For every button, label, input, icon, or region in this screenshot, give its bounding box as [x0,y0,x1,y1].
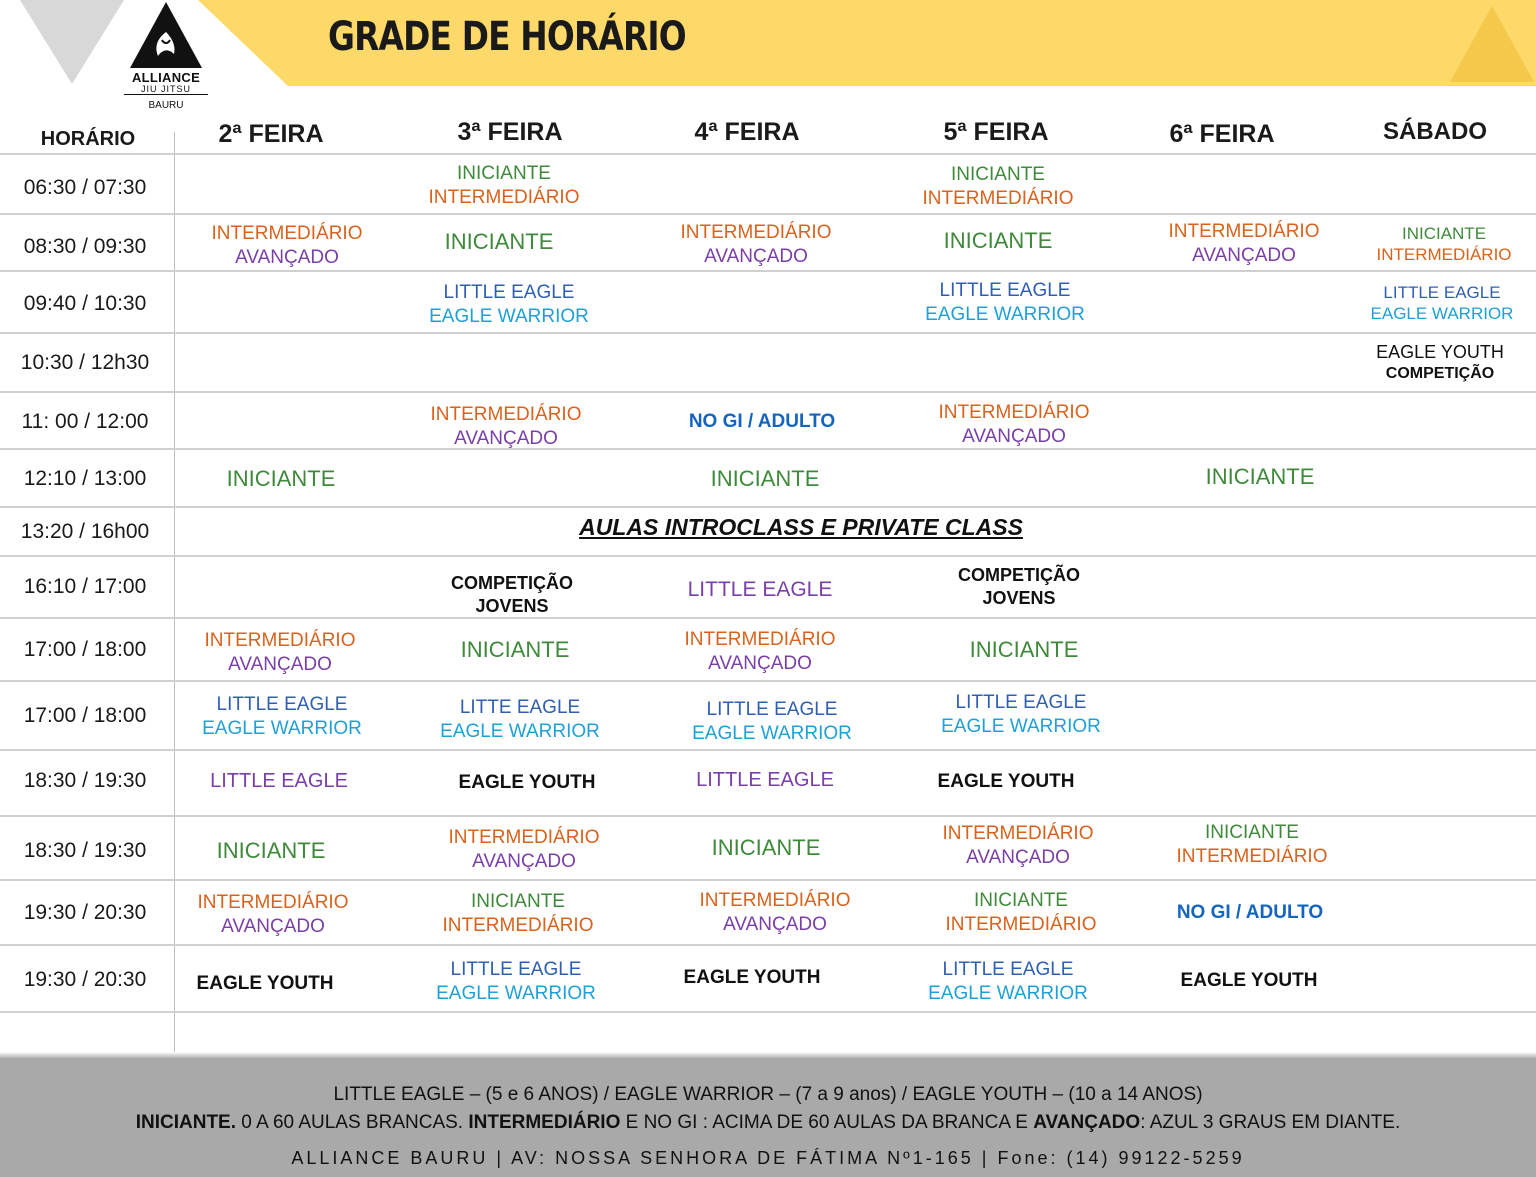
class-label: INICIANTE [974,890,1068,911]
class-label: INICIANTE [711,835,821,860]
time-slot: 17:00 / 18:00 [23,638,147,661]
class-label: INICIANTE [226,466,336,491]
class-cell [667,698,877,746]
class-label: INTERMEDIÁRIO [448,827,600,848]
class-cell [656,221,856,269]
class-label: AVANÇADO [708,653,812,674]
class-label: EAGLE WARRIOR [1370,304,1514,323]
footer-level-term: INTERMEDIÁRIO [468,1112,621,1133]
class-label: EAGLE YOUTH [458,772,596,793]
class-label: INTERMEDIÁRIO [699,890,851,911]
class-label: INTERMEDIÁRIO [938,402,1090,423]
day-header-friday: 6ª FEIRA [1169,120,1275,148]
class-label: EAGLE YOUTH [196,973,334,994]
class-label: INTERMEDIÁRIO [922,188,1074,209]
time-slot: 10:30 / 12h30 [20,351,150,374]
class-label: EAGLE WARRIOR [941,716,1101,737]
class-cell [165,972,365,996]
row-divider [0,391,1536,393]
class-label: EAGLE YOUTH [683,967,821,988]
class-label: INTERMEDIÁRIO [1376,245,1512,264]
class-label: AVANÇADO [472,851,576,872]
class-label: INTERMEDIÁRIO [442,915,594,936]
class-label: AVANÇADO [966,847,1070,868]
class-label: INICIANTE [216,838,326,863]
time-slot: 17:00 / 18:00 [23,704,147,727]
class-label: EAGLE WARRIOR [202,718,362,739]
class-cell [675,889,875,937]
class-label: LITTLE EAGLE [942,959,1074,980]
class-label: JOVENS [982,588,1056,608]
row-divider [0,213,1536,215]
day-header-saturday: SÁBADO [1382,118,1487,145]
alliance-logo [118,0,214,112]
row-divider [0,879,1536,881]
row-divider [0,448,1536,450]
class-label: INICIANTE [1205,822,1299,843]
class-cell [652,966,852,990]
class-cell [415,696,625,744]
class-label: LITTLE EAGLE [450,959,582,980]
class-cell [1352,282,1532,324]
class-cell [412,572,612,618]
gray-triangle-decoration [20,0,124,84]
class-label: LITTLE EAGLE [955,692,1087,713]
footer-age-groups: LITTLE EAGLE – (5 e 6 ANOS) / EAGLE WARRIOR – (7 a 9 anos) / EAGLE YOUTH – (10 a 14 ANOS) [333,1084,1203,1105]
row-divider [0,815,1536,817]
class-cell [1352,223,1536,265]
class-cell [1144,220,1344,268]
class-label: INICIANTE [471,891,565,912]
class-label: LITTLE EAGLE [687,578,833,601]
class-cell [914,401,1114,449]
row-divider [0,153,1536,155]
class-label: EAGLE YOUTH [1180,970,1318,991]
class-label: LITTLE EAGLE [696,769,834,791]
class-cell [906,770,1106,794]
logo-city: BAURU [148,100,184,111]
row-divider [0,332,1536,334]
footer-level-text: E NO GI : ACIMA DE 60 AULAS DA BRANCA E [620,1112,1034,1133]
class-cell [900,279,1110,327]
class-cell [919,564,1119,610]
footer-address: ALLIANCE BAURU | AV: NOSSA SENHORA DE FÁTIMA Nº1-165 | Fone: (14) 99122-5259 [291,1148,1245,1168]
row-divider [0,944,1536,946]
page-title: GRADE DE HORÁRIO [328,14,686,60]
footer-level-text: : AZUL 3 GRAUS EM DIANTE. [1140,1112,1401,1133]
row-divider [0,749,1536,751]
class-cell [406,403,606,451]
class-label: AVANÇADO [235,247,339,268]
class-label: INICIANTE [1401,224,1487,243]
class-label: NO GI / ADULTO [1176,902,1324,923]
header-banner [0,0,1536,90]
class-label: INTERMEDIÁRIO [197,892,349,913]
class-cell [1152,821,1352,869]
time-slot: 11: 00 / 12:00 [21,410,149,433]
class-label: AVANÇADO [962,426,1066,447]
class-label: INICIANTE [444,229,554,254]
class-label: AVANÇADO [704,246,808,267]
footer-level-text: 0 A 60 AULAS BRANCAS. [236,1112,469,1133]
class-label: INICIANTE [1205,464,1315,489]
footer-level-term: AVANÇADO [1033,1112,1141,1133]
class-label: INICIANTE [951,164,1045,185]
class-cell [173,891,373,939]
class-cell [662,410,862,434]
class-cell [187,222,387,270]
day-header-wednesday: 4ª FEIRA [694,118,800,146]
time-slot: 13:20 / 16h00 [20,520,150,543]
row-divider [0,680,1536,682]
time-slot: 16:10 / 17:00 [23,575,147,598]
class-cell [179,769,379,793]
yellow-triangle-decoration [1450,6,1534,82]
class-label: EAGLE WARRIOR [440,721,600,742]
class-label: JOVENS [475,596,549,616]
class-cell [660,628,860,676]
class-label: COMPETIÇÃO [957,565,1080,585]
class-cell [399,230,599,254]
class-label: INTERMEDIÁRIO [430,404,582,425]
class-label: EAGLE WARRIOR [928,983,1088,1004]
time-slot: 19:30 / 20:30 [23,901,147,924]
class-cell [665,768,865,792]
class-label: AVANÇADO [221,916,325,937]
logo-subtitle: JIU JITSU [124,84,208,95]
class-label: INICIANTE [460,637,570,662]
class-label: INTERMEDIÁRIO [680,222,832,243]
class-label: EAGLE WARRIOR [925,304,1085,325]
class-cell [665,467,865,491]
class-label: AVANÇADO [454,428,558,449]
class-cell [177,693,387,741]
class-cell [660,578,860,602]
time-slot: 09:40 / 10:30 [23,292,147,315]
class-label: INICIANTE [710,466,820,491]
class-label: AVANÇADO [1192,245,1296,266]
class-label: AVANÇADO [723,914,827,935]
day-header-monday: 2ª FEIRA [218,120,324,148]
class-cell [424,826,624,874]
class-label: LITTLE EAGLE [706,699,838,720]
row-divider [0,1011,1536,1013]
class-label: COMPETIÇÃO [1385,365,1495,382]
class-cell [418,890,618,938]
horario-header: HORÁRIO [40,128,136,150]
logo-figure-icon [148,30,184,60]
footer-levels [0,1112,1536,1134]
class-label: NO GI / ADULTO [688,411,836,432]
class-label: LITTLE EAGLE [216,694,348,715]
class-cell [921,889,1121,937]
class-label: INTERMEDIÁRIO [204,630,356,651]
time-slot: 18:30 / 19:30 [23,839,147,862]
class-cell [898,229,1098,253]
class-label: INTERMEDIÁRIO [211,223,363,244]
class-cell [427,771,627,795]
time-slot: 19:30 / 20:30 [23,968,147,991]
class-label: INICIANTE [969,637,1079,662]
class-cell [404,281,614,329]
class-label: LITTLE EAGLE [443,282,575,303]
class-label: INTERMEDIÁRIO [942,823,1094,844]
class-label: LITTLE EAGLE [210,770,348,792]
class-cell [898,163,1098,211]
time-slot: 06:30 / 07:30 [23,176,147,199]
logo-name: ALLIANCE [131,70,201,85]
row-divider [0,555,1536,557]
class-cell [1350,341,1530,385]
time-slot: 08:30 / 09:30 [23,235,147,258]
class-label: EAGLE WARRIOR [429,306,589,327]
class-cell [180,629,380,677]
class-label: COMPETIÇÃO [450,573,573,593]
class-cell [918,822,1118,870]
class-label: EAGLE YOUTH [1376,342,1504,362]
class-label: INICIANTE [457,163,551,184]
time-slot: 12:10 / 13:00 [23,467,147,490]
class-cell [411,958,621,1006]
class-label: INTERMEDIÁRIO [684,629,836,650]
class-label: LITTE EAGLE [459,697,581,718]
class-cell [1160,465,1360,489]
class-cell [171,839,371,863]
class-cell [903,958,1113,1006]
row-divider [0,506,1536,508]
class-cell [404,162,604,210]
row-divider [0,270,1536,272]
class-label: INTERMEDIÁRIO [428,187,580,208]
class-label: EAGLE WARRIOR [436,983,596,1004]
class-label: AVANÇADO [228,654,332,675]
row-divider [0,617,1536,619]
introclass-banner: AULAS INTROCLASS E PRIVATE CLASS [579,514,1023,540]
class-label: EAGLE WARRIOR [692,723,852,744]
footer-level-term: INICIANTE. [135,1112,236,1133]
class-cell [666,836,866,860]
class-cell [1150,901,1350,925]
class-cell [181,467,381,491]
class-label: LITTLE EAGLE [939,280,1071,301]
day-header-tuesday: 3ª FEIRA [457,118,563,146]
class-cell [415,638,615,662]
day-header-thursday: 5ª FEIRA [943,118,1049,146]
class-label: LITTLE EAGLE [1383,283,1501,302]
class-cell [924,638,1124,662]
class-label: INICIANTE [943,228,1053,253]
class-cell [916,691,1126,739]
class-label: INTERMEDIÁRIO [1168,221,1320,242]
class-label: INTERMEDIÁRIO [945,914,1097,935]
class-label: INTERMEDIÁRIO [1176,846,1328,867]
class-cell [1149,969,1349,993]
class-label: EAGLE YOUTH [937,771,1075,792]
time-slot: 18:30 / 19:30 [23,769,147,792]
